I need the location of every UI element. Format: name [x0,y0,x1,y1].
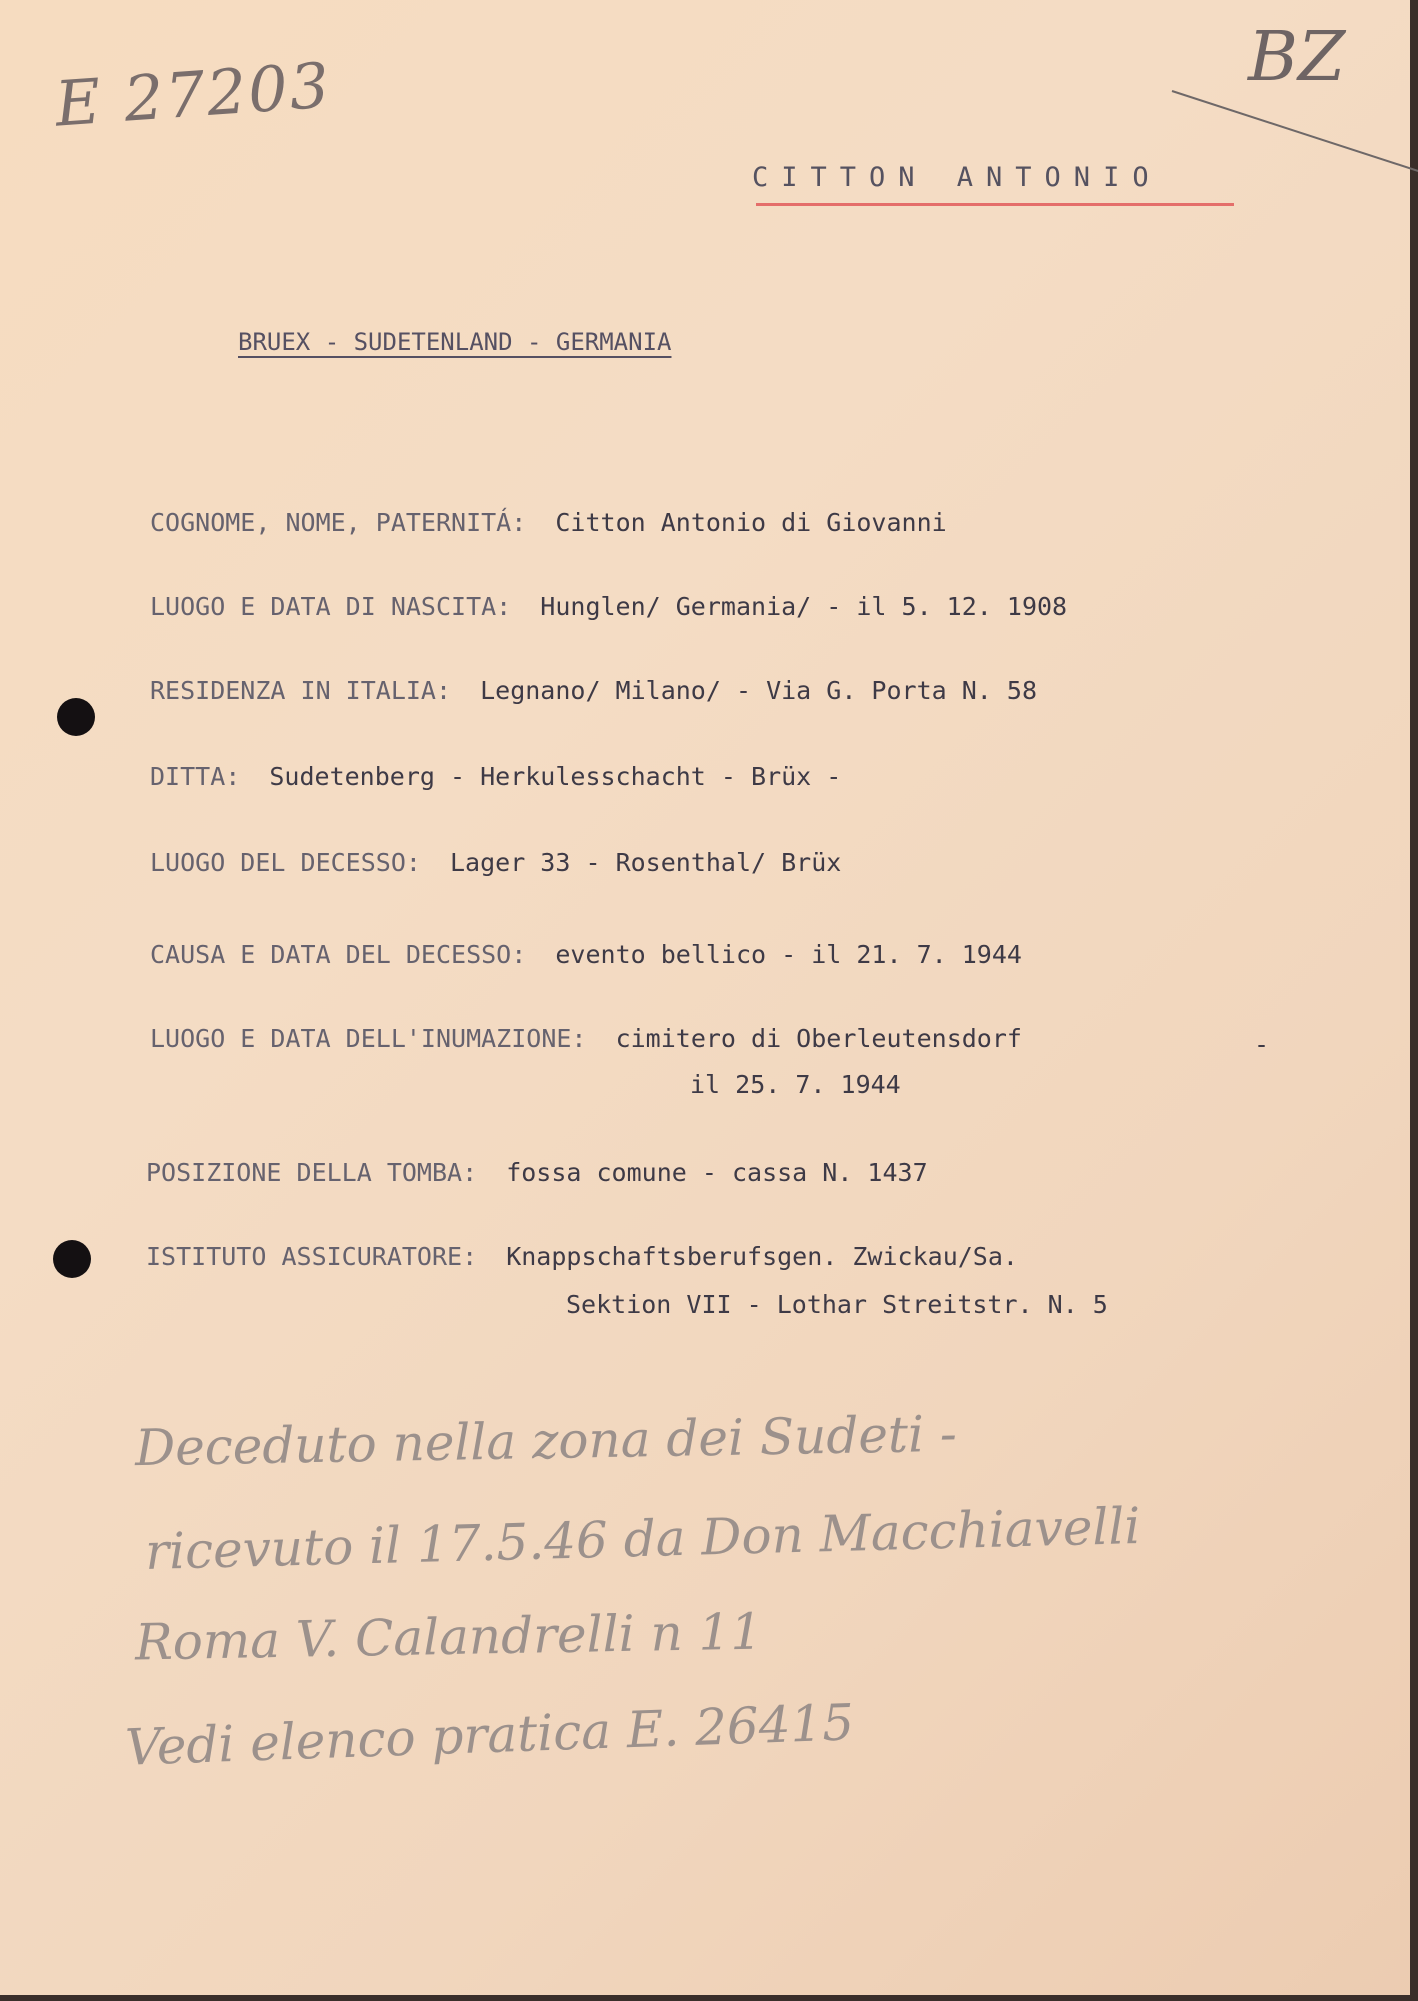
background-edge-bottom [0,1995,1418,2001]
field-row-burial [150,1024,1022,1053]
person-name-title: CITTON ANTONIO [752,162,1162,193]
field-row-residence [150,676,1037,705]
location-heading: BRUEX - SUDETENLAND - GERMANIA [238,328,672,356]
handwritten-note-line: ricevuto il 17.5.46 da Don Macchiavelli [144,1496,1142,1582]
field-label: ISTITUTO ASSICURATORE: [146,1242,478,1271]
field-value: Lager 33 - Rosenthal/ Brüx [450,848,842,877]
field-value: Legnano/ Milano/ - Via G. Porta N. 58 [480,676,1037,705]
handwritten-note-line: Vedi elenco pratica E. 26415 [124,1693,856,1777]
field-value-continued: il 25. 7. 1944 [690,1070,901,1099]
field-value-continued: Sektion VII - Lothar Streitstr. N. 5 [566,1290,1108,1319]
field-row-company [150,762,841,791]
field-value: Sudetenberg - Herkulesschacht - Brüx - [269,762,842,791]
field-label: DITTA: [150,762,241,791]
punch-hole [53,1240,91,1278]
field-label: CAUSA E DATA DEL DECESSO: [150,940,527,969]
field-trailing-dash: - [1254,1030,1270,1059]
handwritten-note-line: Roma V. Calandrelli n 11 [134,1602,763,1672]
field-value: cimitero di Oberleutensdorf [615,1024,1022,1053]
field-row-insurer [146,1242,1018,1271]
field-label: POSIZIONE DELLA TOMBA: [146,1158,478,1187]
field-row-birth [150,592,1067,621]
field-label: LUOGO E DATA DI NASCITA: [150,592,512,621]
field-label: LUOGO DEL DECESSO: [150,848,421,877]
field-label: RESIDENZA IN ITALIA: [150,676,452,705]
reference-number: E 27203 [52,48,334,141]
field-row-grave [146,1158,928,1187]
field-row-name [150,508,947,537]
field-value: Citton Antonio di Giovanni [555,508,947,537]
field-label: COGNOME, NOME, PATERNITÁ: [150,508,527,537]
field-value: fossa comune - cassa N. 1437 [506,1158,928,1187]
punch-hole [57,698,95,736]
field-row-death-place [150,848,841,877]
background-edge [1410,0,1418,2001]
corner-mark: BZ [1248,18,1346,97]
field-value: Knappschaftsberufsgen. Zwickau/Sa. [506,1242,1018,1271]
field-value: evento bellico - il 21. 7. 1944 [555,940,1022,969]
handwritten-note-line: Deceduto nella zona dei Sudeti - [134,1404,958,1478]
field-row-death-cause [150,940,1022,969]
red-underline [756,203,1234,206]
field-label: LUOGO E DATA DELL'INUMAZIONE: [150,1024,587,1053]
field-value: Hunglen/ Germania/ - il 5. 12. 1908 [540,592,1068,621]
corner-stroke [1172,90,1418,173]
